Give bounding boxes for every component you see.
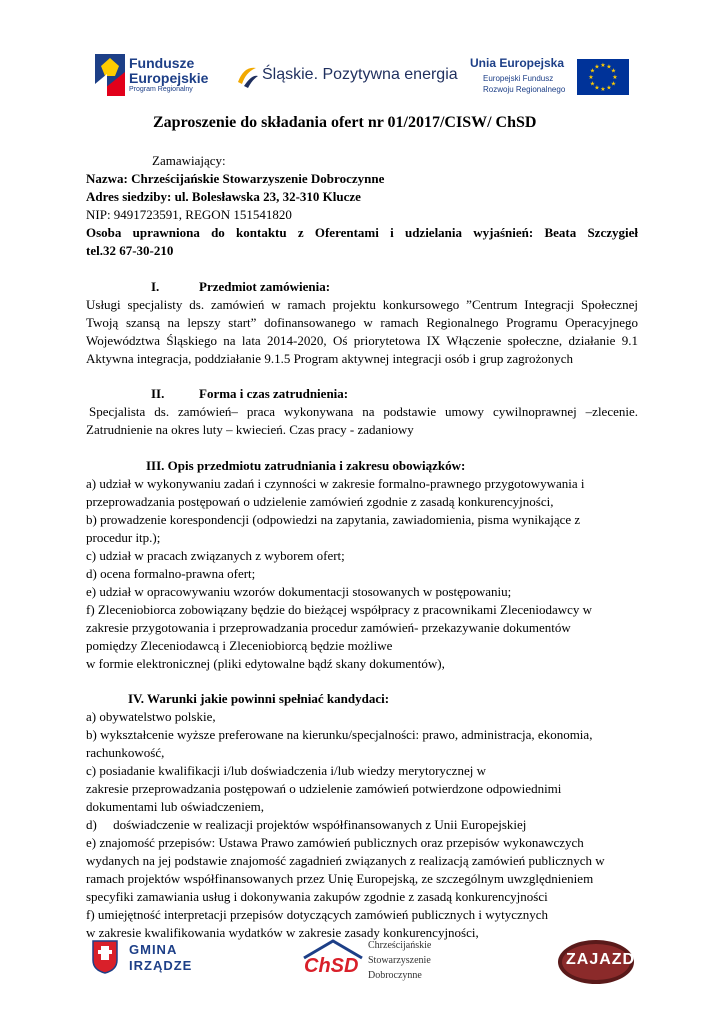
eu-logo-sub-2: Rozwoju Regionalnego — [483, 85, 566, 94]
slaskie-logo-text: Śląskie. Pozytywna energia — [262, 66, 458, 83]
section-3-line: d) ocena formalno-prawna ofert; — [86, 566, 256, 581]
svg-text:★: ★ — [610, 80, 617, 88]
slaskie-logo-icon — [234, 62, 260, 88]
chsd-logo-line-2: Stowarzyszenie — [368, 955, 431, 966]
section-4-line: b) wykształcenie wyższe preferowane na kierunku/specjalności: prawo, administracja, ekonomia, — [86, 727, 593, 742]
section-3-line: zakresie przygotowania i przeprowadzania procedur zamówień- przekazywanie dokumentów — [86, 620, 571, 635]
osoba-telefon: tel.32 67-30-210 — [86, 243, 174, 258]
chsd-logo — [300, 938, 366, 980]
zamawiajacy-nazwa: Nazwa: Chrześcijańskie Stowarzyszenie Dobroczynne — [86, 171, 385, 186]
section-1-title: Przedmiot zamówienia: — [199, 279, 331, 294]
section-3-line: pomiędzy Zleceniodawcą i Zleceniobiorcą będzie możliwe — [86, 638, 393, 653]
svg-text:★: ★ — [610, 67, 617, 75]
fe-star-icon — [95, 54, 125, 96]
gmina-logo-line-2: IRZĄDZE — [129, 958, 193, 973]
section-3-line: a) udział w wykonywaniu zadań i czynności w zakresie formalno-prawnego przygotowywania i — [86, 476, 585, 491]
section-2-line: Zatrudnienie na okres luty – kwiecień. Czas pracy - zadaniowy — [86, 422, 414, 437]
svg-text:★: ★ — [606, 84, 612, 92]
section-3-line: c) udział w pracach związanych z wyborem ofert; — [86, 548, 345, 563]
section-4-line: ramach projektów współfinansowanych przez Unię Europejską, ze szczególnym uwzględnieniem — [86, 871, 594, 886]
section-1-line: Usługi specjalisty ds. zamówień w ramach projektu konkursowego ”Centrum Integracji Społecznej — [86, 297, 638, 312]
section-3-line: przeprowadzania postępowań o udzielenie zamówień zgodnie z zasadą konkurencyjności, — [86, 494, 554, 509]
section-2-title: Forma i czas zatrudnienia: — [199, 386, 349, 401]
svg-text:★: ★ — [589, 67, 596, 75]
section-4-line: e) znajomość przepisów: Ustawa Prawo zamówień publicznych oraz przepisów wykonawczych — [86, 835, 584, 850]
svg-text:★: ★ — [594, 63, 600, 71]
section-4-line: rachunkowość, — [86, 745, 165, 760]
fe-logo-sub: Program Regionalny — [129, 86, 193, 93]
chsd-logo-text: ChSD — [304, 955, 359, 977]
svg-text:★: ★ — [588, 74, 594, 81]
eu-logo-sub-1: Europejski Fundusz — [483, 74, 554, 83]
section-3-line: f) Zleceniobiorca zobowiązany będzie do bieżącej współpracy z pracownikami Zleceniodawcy w — [86, 602, 593, 617]
svg-text:★: ★ — [612, 74, 618, 81]
section-4-line: a) obywatelstwo polskie, — [86, 709, 216, 724]
section-1-line: Województwa Śląskiego na lata 2014-2020, Oś priorytetowa IX Włączenie społeczne, działanie 9.1 — [86, 333, 638, 348]
chsd-logo-line-3: Dobroczynne — [368, 970, 422, 981]
eu-flag-icon — [577, 59, 629, 95]
section-4-line: zakresie przeprowadzania postępowań o udzielenie zamówień potwierdzone odpowiednimi — [86, 781, 562, 796]
section-4-line: w zakresie kwalifikowania wydatków w zakresie zasady konkurencyjności, — [86, 925, 479, 940]
section-4-title: IV. Warunki jakie powinni spełniać kandydaci: — [128, 691, 390, 706]
section-4-line: specyfiki zamawiania usług i dokonywania zakupów zgodnie z zasadą konkurencyjności — [86, 889, 548, 904]
section-2-number: II. — [151, 386, 165, 401]
section-1-line: Twoją szansą na lepszy start” dofinansowanego w ramach Regionalnego Programu Operacyjnego — [86, 315, 638, 330]
zajazd-logo-text: ZAJAZD — [566, 951, 636, 968]
section-4-line: c) posiadanie kwalifikacji i/lub doświadczenia i/lub wiedzy merytorycznej w — [86, 763, 486, 778]
zamawiajacy-adres: Adres siedziby: ul. Bolesławska 23, 32-310 Klucze — [86, 189, 361, 204]
svg-text:★: ★ — [600, 86, 606, 93]
section-3-line: w formie elektronicznej (pliki edytowalne bądź skany dokumentów), — [86, 656, 445, 671]
section-3-line: e) udział w opracowywaniu wzorów dokumentacji stosowanych w postępowaniu; — [86, 584, 512, 599]
page-title: Zaproszenie do składania ofert nr 01/2017/CISW/ ChSD — [153, 114, 537, 131]
section-3-line: procedur itp.); — [86, 530, 161, 545]
zamawiajacy-label: Zamawiający: — [152, 153, 226, 168]
chsd-logo-line-1: Chrześcijańskie — [368, 940, 432, 951]
svg-text:★: ★ — [600, 62, 606, 69]
section-4-line: dokumentami lub oświadczeniem, — [86, 799, 264, 814]
section-4-line: f) umiejętność interpretacji przepisów dotyczących zamówień publicznych i wytycznych — [86, 907, 549, 922]
fe-logo-text: Fundusze Europejskie — [129, 55, 209, 86]
section-2-line: Specjalista ds. zamówień– praca wykonywana na podstawie umowy cywilnoprawnej –zlecenie. — [89, 404, 638, 419]
svg-text:★: ★ — [594, 84, 600, 92]
section-3-line: b) prowadzenie korespondencji (odpowiedzi na zapytania, zawiadomienia, pisma wynikające z — [86, 512, 581, 527]
section-1-line: Aktywna integracja, poddziałanie 9.1.5 Program aktywnej integracji osób i grup zagrożonych — [86, 351, 573, 366]
zajazd-logo — [556, 938, 636, 986]
section-3-title: III. Opis przedmiotu zatrudniania i zakresu obowiązków: — [146, 458, 466, 473]
gmina-coat-of-arms-icon — [92, 940, 118, 974]
eu-logo-title: Unia Europejska — [470, 56, 565, 70]
section-4-line: wydanych na jej podstawie znajomość zagadnień związanych z realizacją zamówień publicznych w — [86, 853, 605, 868]
zamawiajacy-nip-regon: NIP: 9491723591, REGON 151541820 — [86, 207, 292, 222]
osoba-kontaktowa: Osoba uprawniona do kontaktu z Oferentami i udzielania wyjaśnień: Beata Szczygieł — [86, 225, 638, 240]
section-1-number: I. — [151, 279, 160, 294]
gmina-logo-line-1: GMINA — [129, 942, 178, 957]
section-4-line: d) doświadczenie w realizacji projektów współfinansowanych z Unii Europejskiej — [86, 817, 527, 832]
svg-text:★: ★ — [589, 80, 596, 88]
svg-text:★: ★ — [606, 63, 612, 71]
